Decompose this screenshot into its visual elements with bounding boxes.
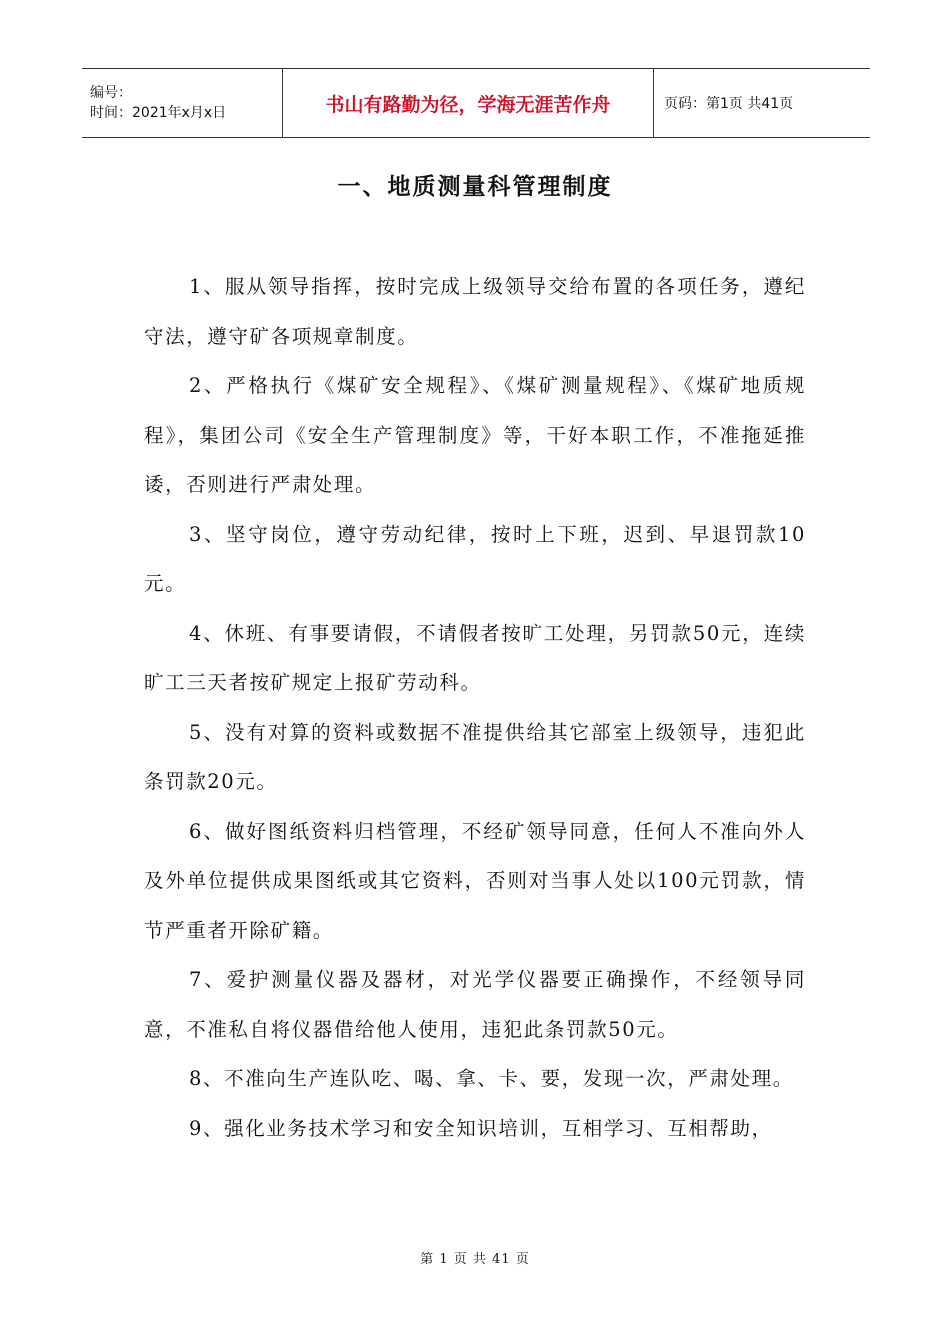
paragraph: 2、严格执行《煤矿安全规程》、《煤矿测量规程》、《煤矿地质规程》，集团公司《安全生产管理制度》等，干好本职工作，不准拖延推诿，否则进行严肃处理。 bbox=[144, 374, 806, 496]
time-label: 时间：2021年x月x日 bbox=[90, 105, 227, 121]
paragraph: 6、做好图纸资料归档管理，不经矿领导同意，任何人不准向外人及外单位提供成果图纸或其它资料，否则对当事人处以100元罚款，情节严重者开除矿籍。 bbox=[144, 819, 806, 942]
paragraph: 3、坚守岗位，遵守劳动纪律，按时上下班，迟到、早退罚款10元。 bbox=[144, 522, 806, 595]
header-meta bbox=[82, 69, 282, 137]
header-page-cell bbox=[654, 69, 870, 137]
page-footer: 第 1 页 共 41 页 bbox=[420, 1252, 530, 1267]
paragraph: 5、没有对算的资料或数据不准提供给其它部室上级领导，违犯此条罚款20元。 bbox=[144, 720, 806, 793]
number-label: 编号： bbox=[90, 85, 132, 101]
document-title: 一、地质测量科管理制度 bbox=[337, 174, 613, 200]
paragraph: 1、服从领导指挥，按时完成上级领导交给布置的各项任务，遵纪守法，遵守矿各项规章制度。 bbox=[144, 275, 806, 348]
paragraph: 9、强化业务技术学习和安全知识培训，互相学习、互相帮助， bbox=[189, 1116, 773, 1140]
motto-text: 书山有路勤为径，学海无涯苦作舟 bbox=[325, 93, 611, 116]
document-header bbox=[82, 68, 870, 138]
page-label: 页码：第1页 共41页 bbox=[664, 96, 794, 112]
header-motto-cell bbox=[282, 69, 654, 137]
paragraph: 8、不准向生产连队吃、喝、拿、卡、要，发现一次，严肃处理。 bbox=[189, 1067, 794, 1090]
document-body bbox=[144, 262, 806, 1153]
paragraph: 7、爱护测量仪器及器材，对光学仪器要正确操作，不经领导同意，不准私自将仪器借给他人使用，违犯此条罚款50元。 bbox=[144, 968, 806, 1041]
paragraph: 4、休班、有事要请假，不请假者按旷工处理，另罚款50元，连续旷工三天者按矿规定上报矿劳动科。 bbox=[144, 621, 806, 694]
